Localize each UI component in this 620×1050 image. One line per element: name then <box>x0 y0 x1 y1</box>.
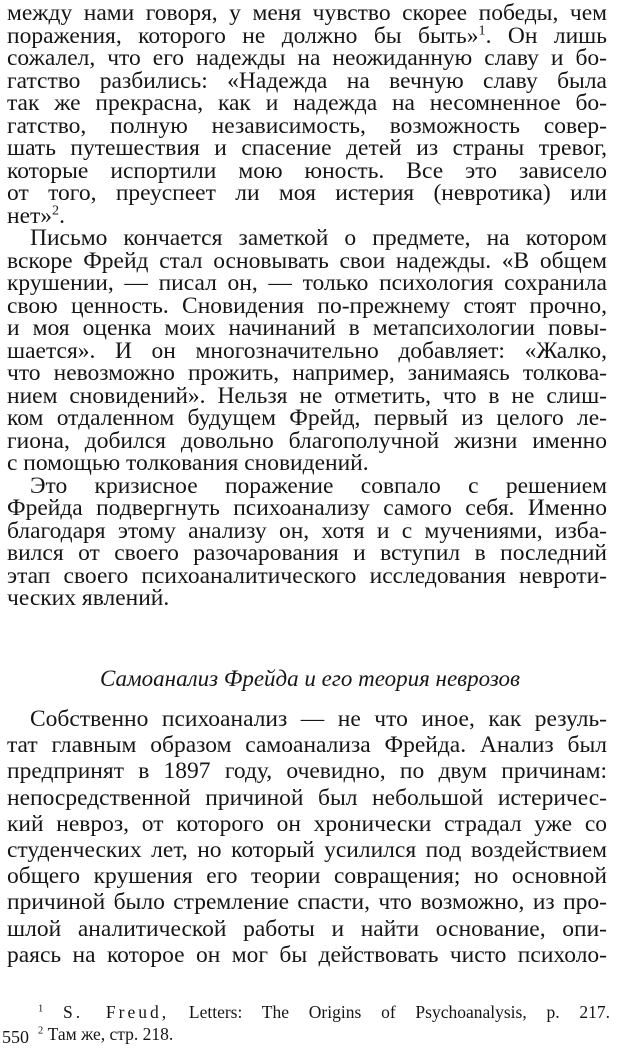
text-line: что невозможно прожить, например, занимаясь толкова- <box>7 360 607 386</box>
text-line: между нами говоря, у меня чувство скорее победы, чем <box>7 0 607 26</box>
text-line: Письмо кончается заметкой о предмете, на котором <box>30 225 607 251</box>
text-line: вскоре Фрейд стал основывать свои надежды. «В общем <box>7 247 607 274</box>
text-line: студенческих лет, но который усилился под воздействием <box>7 837 607 863</box>
text-line: ком отдаленном будущем Фрейд, первый из целого ле- <box>7 405 607 431</box>
text-line: Собственно психоанализ — не что иное, как резуль- <box>30 706 607 732</box>
section-heading: Самоанализ Фрейда и его теория неврозов <box>99 666 521 691</box>
text-line: Фрейда подвергнуть психоанализу самого себя. Именно <box>7 495 607 521</box>
text-line: так же прекрасна, как и надежда на несомненное бо- <box>7 90 607 116</box>
footnote-ref: 2 <box>52 202 60 219</box>
text-line: ческих явлений. <box>7 585 170 611</box>
text-line: свою ценность. Сновидения по-прежнему стоят прочно, <box>7 292 607 319</box>
text-line: причиной было стремление спасти, что возможно, из про- <box>7 889 607 916</box>
text-line: непосредственной причиной был небольшой истеричес- <box>7 784 607 811</box>
footnote-marker: 1 <box>38 1003 44 1015</box>
text-line: гиона, добился довольно благополучной жизни именно <box>7 427 607 454</box>
text-line: Это кризисное поражение совпало с решением <box>30 472 607 499</box>
footnote-text: Letters: The Origins of Psychoanalysis, p. 217. <box>188 1002 611 1022</box>
text-line: этап своего психоаналитического исследования невроти- <box>7 562 607 589</box>
text-line: нием сновидений». Нельзя не отметить, что в не слиш- <box>7 382 607 409</box>
text-line: поражения, которого не должно бы быть»$^1$. Он лишь <box>7 22 607 49</box>
footnote-marker: 2 <box>38 1025 44 1037</box>
text-line: раясь на которое он мог бы действовать чисто психоло- <box>7 941 607 968</box>
text-line: и моя оценка моих начинаний в метапсихологии повы- <box>7 315 607 341</box>
text-line: которые испортили мою юность. Все это зависело <box>7 157 607 184</box>
footnote-text: Там же, стр. 218. <box>47 1024 174 1044</box>
footnote-ref: 1 <box>478 22 486 39</box>
text-line: кий невроз, от которого он хронически страдал уже со <box>7 810 607 837</box>
text-line: шать путешествия и спасение детей из страны тревог, <box>7 135 607 161</box>
text-line: крушении, — писал он, — только психология сохранила <box>7 270 607 296</box>
page-number: 550 <box>2 1027 29 1047</box>
text-line: благодаря этому анализу он, хотя и с мучениями, изба- <box>7 517 607 544</box>
text-line: сожалел, что его надежды на неожиданную славу и бо- <box>7 45 607 71</box>
text-line: шается». И он многозначительно добавляет: «Жалко, <box>7 337 607 364</box>
text-line: с помощью толкования сновидений. <box>7 450 369 476</box>
text-line: тат главным образом самоанализа Фрейда. Анализ был <box>7 732 607 759</box>
text-line: вился от своего разочарования и вступил в последний <box>7 540 607 566</box>
footnote-1 <box>38 1001 610 1023</box>
text-line: общего крушения его теории совращения; но основной <box>7 863 607 890</box>
text-line: шлой аналитической работы и найти основание, опи- <box>7 915 607 942</box>
footnote-author: S. Freud, <box>63 1002 170 1022</box>
text-line: гатство разбились: «Надежда на вечную славу была <box>7 67 607 94</box>
text-line: нет»$^2$. <box>7 202 65 229</box>
footnote-2 <box>38 1023 610 1045</box>
text-line: от того, преуспеет ли моя истерия (невротика) или <box>7 180 607 206</box>
text-line: гатство, полную независимость, возможность совер- <box>7 112 607 139</box>
text-line: предпринят в 1897 году, очевидно, по двум причинам: <box>7 758 607 785</box>
